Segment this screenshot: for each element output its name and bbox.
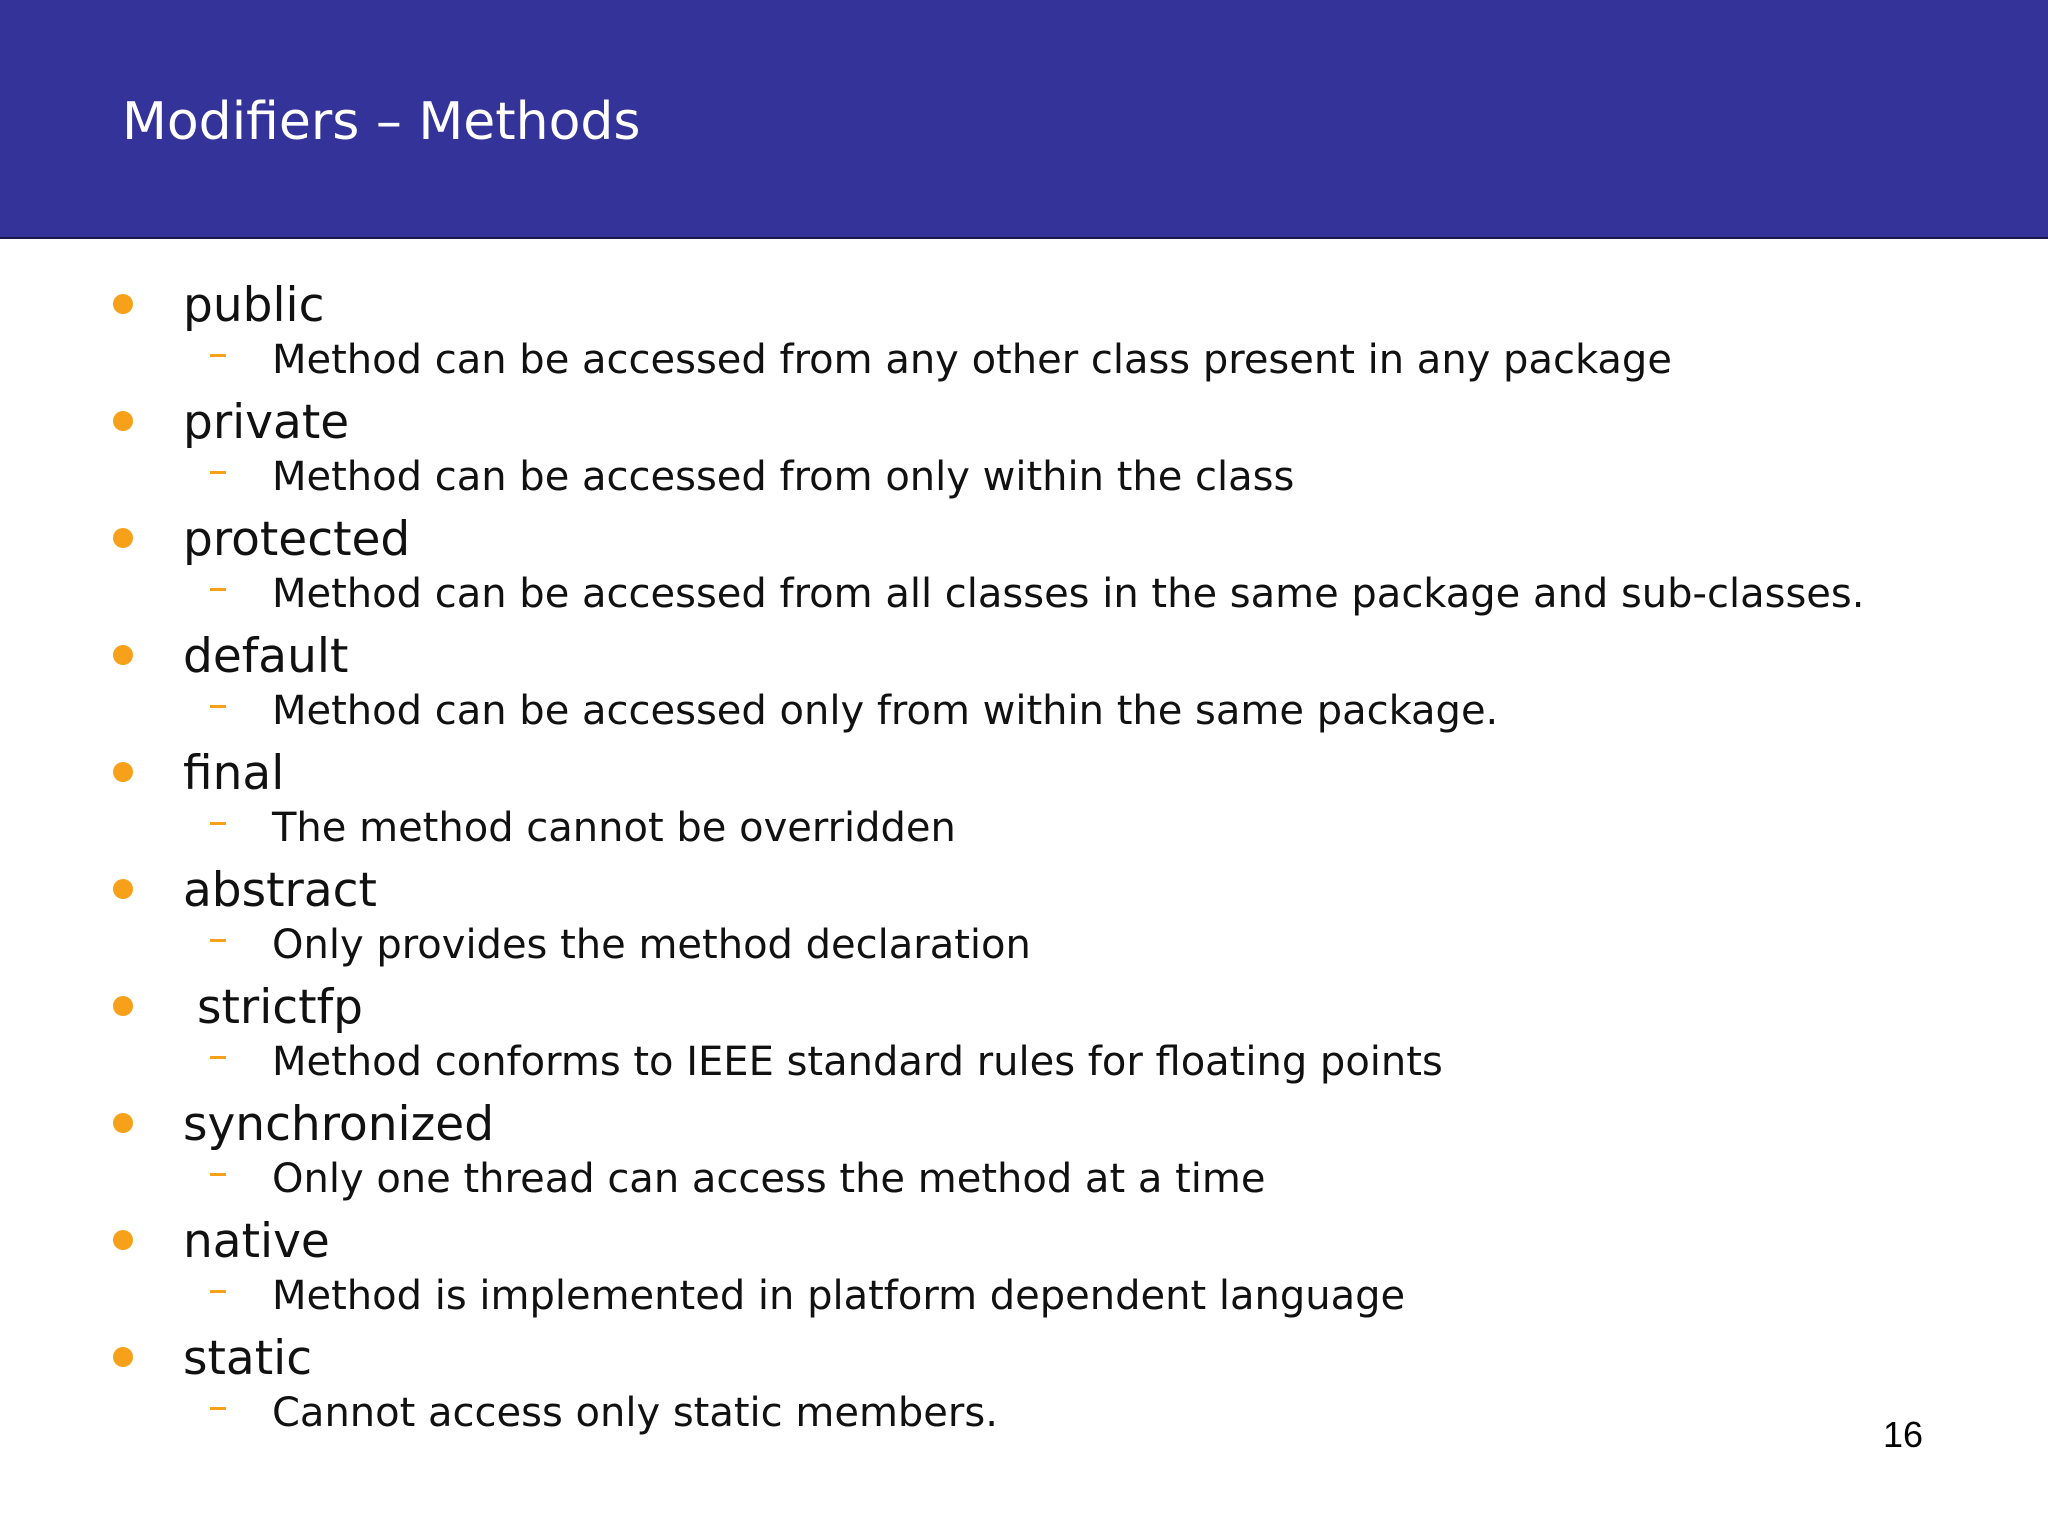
modifier-description: The method cannot be overridden bbox=[272, 805, 956, 851]
dash-icon bbox=[210, 354, 226, 357]
slide-header bbox=[0, 0, 2048, 239]
modifier-term: public bbox=[183, 278, 325, 333]
bullet-icon bbox=[113, 1230, 133, 1250]
modifier-term: static bbox=[183, 1331, 313, 1386]
modifier-description: Method can be accessed from all classes in the same package and sub-classes. bbox=[272, 571, 1865, 617]
modifier-term: protected bbox=[183, 512, 411, 567]
dash-icon bbox=[210, 1290, 226, 1293]
bullet-icon bbox=[113, 879, 133, 899]
dash-icon bbox=[210, 822, 226, 825]
modifier-description: Method is implemented in platform dependent language bbox=[272, 1273, 1406, 1319]
list-item bbox=[0, 387, 2048, 504]
list-item bbox=[0, 738, 2048, 855]
bullet-icon bbox=[113, 762, 133, 782]
modifier-term: final bbox=[183, 746, 285, 801]
dash-icon bbox=[210, 588, 226, 591]
list-item bbox=[0, 855, 2048, 972]
modifier-description: Method can be accessed only from within the same package. bbox=[272, 688, 1499, 734]
modifier-term: abstract bbox=[183, 863, 377, 918]
bullet-icon bbox=[113, 645, 133, 665]
bullet-icon bbox=[113, 411, 133, 431]
list-item bbox=[0, 1206, 2048, 1323]
list-item bbox=[0, 972, 2048, 1089]
modifier-term: native bbox=[183, 1214, 330, 1269]
dash-icon bbox=[210, 939, 226, 942]
modifier-term: default bbox=[183, 629, 349, 684]
bullet-list bbox=[0, 270, 2048, 1440]
list-item bbox=[0, 1323, 2048, 1440]
list-item bbox=[0, 621, 2048, 738]
list-item bbox=[0, 504, 2048, 621]
modifier-term: synchronized bbox=[183, 1097, 495, 1152]
bullet-icon bbox=[113, 1347, 133, 1367]
modifier-description: Method can be accessed from only within the class bbox=[272, 454, 1295, 500]
page-number: 16 bbox=[1883, 1414, 1924, 1455]
dash-icon bbox=[210, 1407, 226, 1410]
bullet-icon bbox=[113, 996, 133, 1016]
dash-icon bbox=[210, 1056, 226, 1059]
dash-icon bbox=[210, 705, 226, 708]
list-item bbox=[0, 1089, 2048, 1206]
bullet-icon bbox=[113, 1113, 133, 1133]
modifier-description: Method can be accessed from any other class present in any package bbox=[272, 337, 1672, 383]
list-item bbox=[0, 270, 2048, 387]
modifier-description: Only provides the method declaration bbox=[272, 922, 1031, 968]
dash-icon bbox=[210, 471, 226, 474]
modifier-term: private bbox=[183, 395, 350, 450]
bullet-icon bbox=[113, 528, 133, 548]
modifier-description: Method conforms to IEEE standard rules for floating points bbox=[272, 1039, 1443, 1085]
modifier-term: strictfp bbox=[197, 980, 363, 1035]
modifier-description: Only one thread can access the method at a time bbox=[272, 1156, 1266, 1202]
bullet-icon bbox=[113, 294, 133, 314]
modifier-description: Cannot access only static members. bbox=[272, 1390, 998, 1436]
dash-icon bbox=[210, 1173, 226, 1176]
slide-title: Modifiers – Methods bbox=[122, 92, 641, 152]
